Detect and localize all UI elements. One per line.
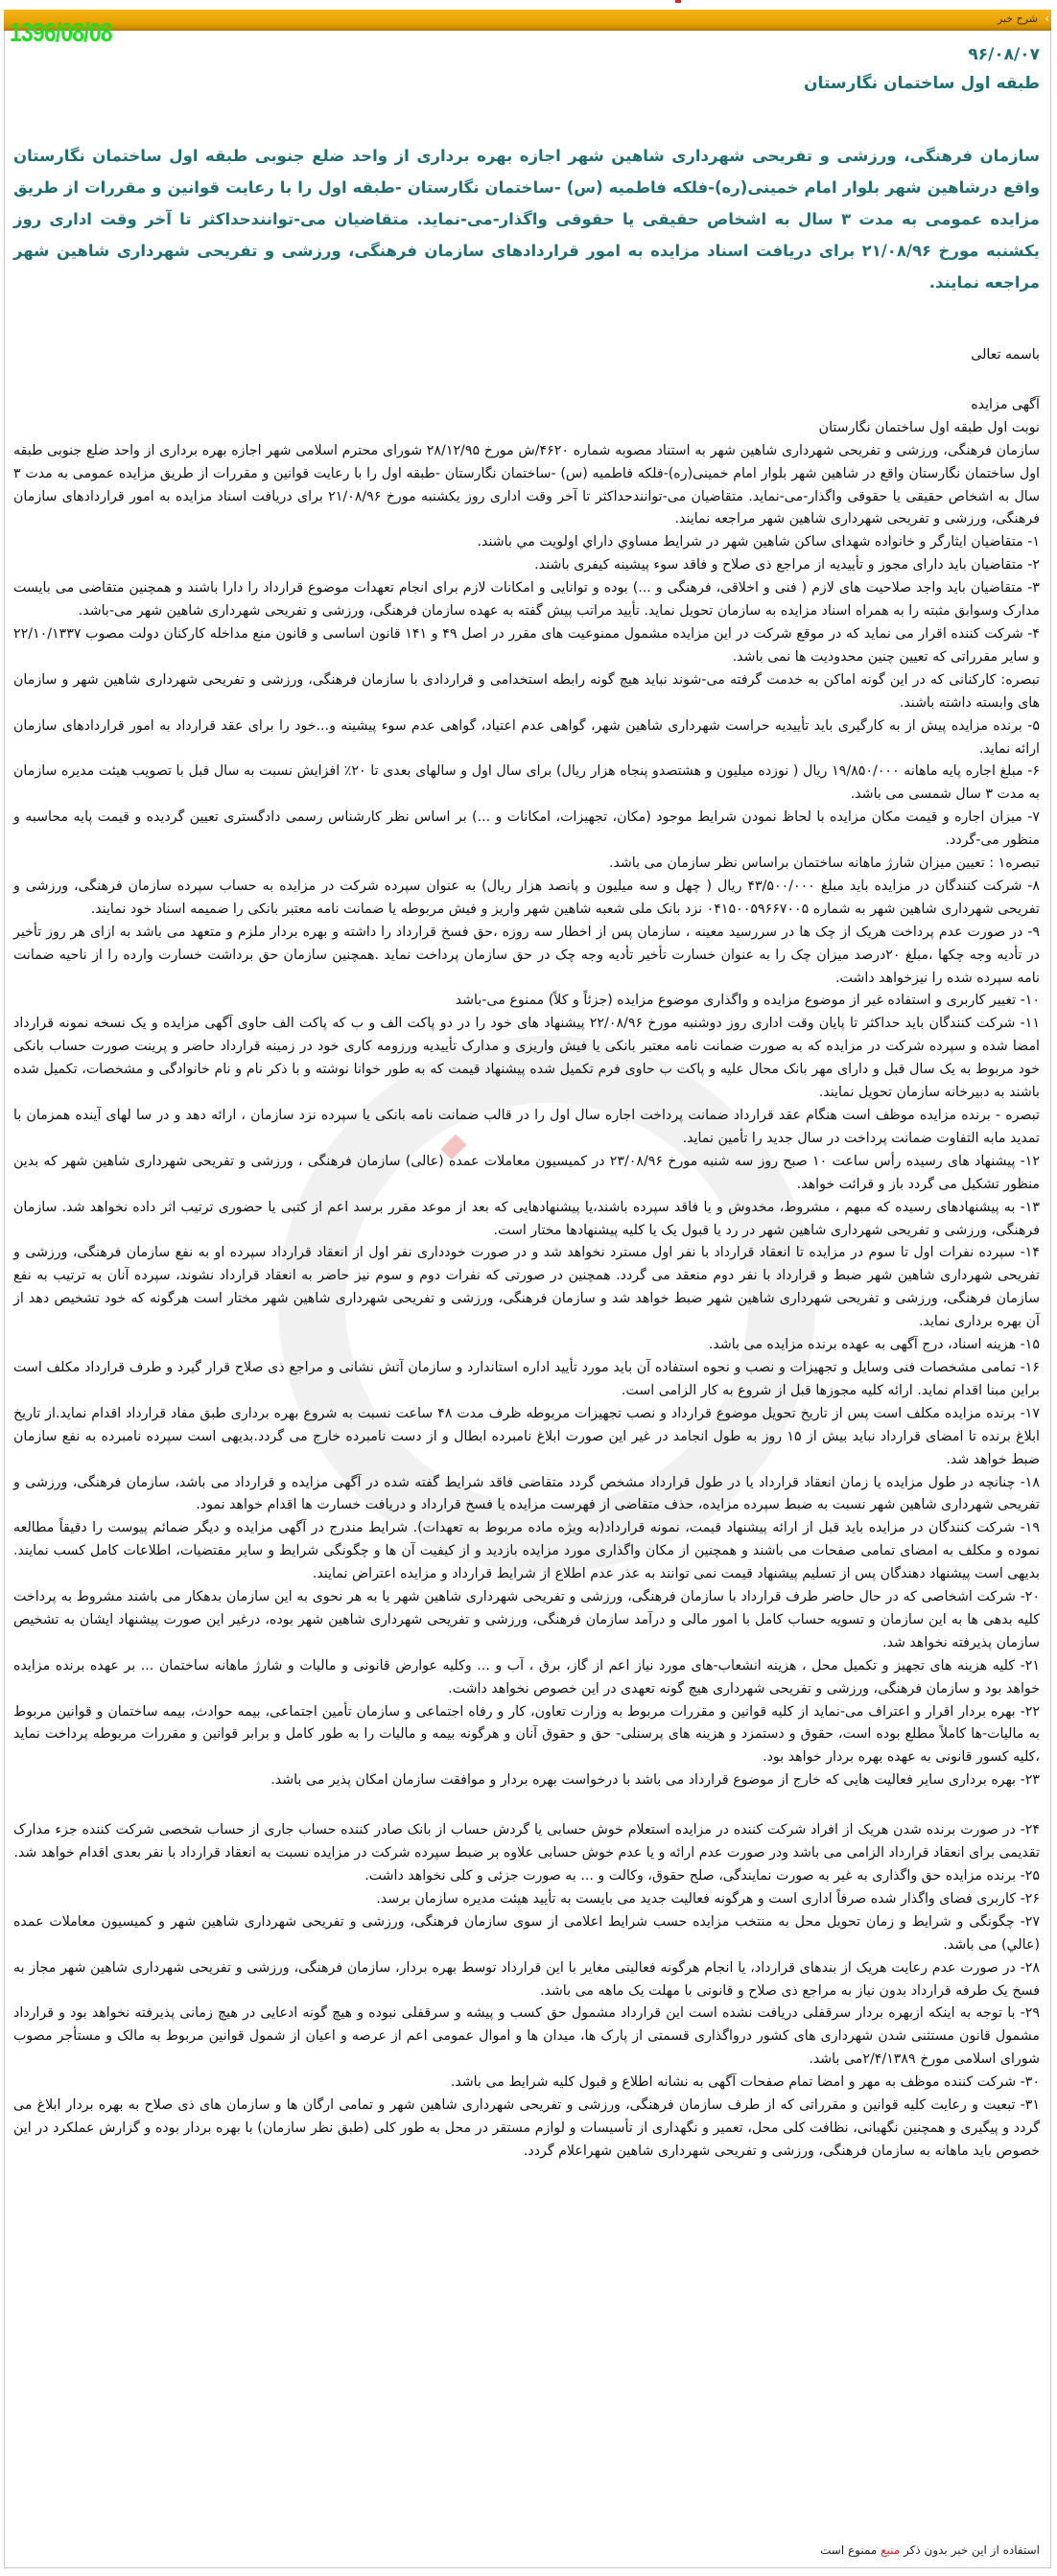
announcement-subheading: نوبت اول طبقه اول ساختمان نگارستان [818, 419, 1040, 435]
clause-paragraph: ۳- متقاضیان باید واجد صلاحیت های لازم ( فنی و اخلاقی، فرهنگی و ...) بوده و توانایی و امکانات لازم برای انجام تعهدات موضوع قرارداد را دارا باشند و همچنین متقاضی می بایست مدارک وسوابق مثبته را به همراه اسناد مزایده به سازمان تحویل نماید. تأیید مراتب پیش گفته به عهده سازمان فرهنگی، ورزشی و تفریحی شهرداری شاهین شهر می-باشد. [13, 580, 1040, 620]
clause-paragraph: ۳۰- شرکت کننده موظف به مهر و امضا تمام صفحات آگهی به نشانه اطلاع و قبول کلیه شرایط می باشد. [450, 2074, 1040, 2091]
news-content [13, 40, 1040, 2164]
clause-paragraph: تبصره۱ : تعیین میزان شارژ ماهانه ساختمان براساس نظر سازمان می باشد. [608, 855, 1040, 872]
clause-paragraph: ۵- برنده مزایده پیش از به کارگیری باید تأییدیه حراست شهرداری شاهین شهر، گواهی عدم اعتیاد، گواهی عدم سوء پیشینه و...خود را برای عقد قرارداد به امور قراردادهای سازمان ارائه نماید. [13, 717, 1040, 757]
clause-paragraph: ۲۲- بهره بردار اقرار و اعتراف می-نماید از کلیه قوانین و مقررات مربوط به وزارت تعاون، کار و رفاه اجتماعی و سازمان تأمین اجتماعی، بیمه حوادث، بیمه ساختمان و قوانین مربوط به مالیات-ها کاملاً مطلع بوده است، حقوق و دستمزد و هزینه های پرسنلی- حق و حقوق آنان و هرگونه بیمه و مالیات را به طور کامل و برابر قوانین و مقررات مربوطه پرداخت نماید ،کلیه کسور قانونی به عهده بهره بردار خواهد بود. [13, 1703, 1040, 1766]
source-notice [820, 2543, 1040, 2557]
clause-paragraph: ۱۵- هزینه اسناد، درج آگهی به عهده برنده مزایده می باشد. [708, 1337, 1040, 1353]
clause-paragraph: ۲۸- در صورت عدم رعایت هریک از بندهای قرارداد، یا انجام هرگونه فعالیتی مغایر با این قرارداد توسط بهره بردار، سازمان فرهنگی، ورزشی و تفریحی شهرداری شاهین شهر مجاز به فسخ یک طرفه قرارداد بدون نیاز به مراجع ذی صلاح و قانونی با مهلت یک ماهه می باشد. [13, 1959, 1040, 1999]
date-stamp: 1396/08/08 [10, 17, 112, 47]
clause-paragraph: ۲۹- با توجه به اینکه ازبهره بردار سرقفلی دریافت نشده است این قرارداد مشمول حق کسب و پیشه و سرقفلی نبوده و هیچ گونه ادعایی در هیچ زمانی پذیرفته نخواهد بود و قرارداد مشمول قانون مستثنی شدن شهرداری های کشور درواگذاری قسمتی از پارک ها، میدان ها و اموال عمومی اعم از عرصه و اعیان از شمول قوانین مربوط به مالک و مستأجر مصوب شورای اسلامی مورخ ۲/۴/۱۳۸۹می باشد. [13, 2005, 1040, 2068]
clause-paragraph: ۱۷- برنده مزایده مکلف است پس از تاریخ تحویل موضوع قرارداد و نصب تجهیزات مربوطه ظرف مدت ۴۸ ساعت نسبت به شروع بهره برداری طبق مفاد قرارداد اقدام نماید.از تاریخ ابلاغ برنده تا امضای قرارداد نباید بیش از ۱۵ روز به طول انجامد در غیر این صورت ابلاغ نامبرده ابطال و از دست نامبرده خارج می گردد.بدیهی است سپرده نامبرده به نفع سازمان ضبط خواهد شد. [13, 1405, 1040, 1467]
notice-text-end: ممنوع است [820, 2543, 881, 2557]
top-mark [675, 0, 681, 3]
notice-text: استفاده از این خبر بدون ذکر [900, 2543, 1040, 2557]
clause-paragraph: ۹- در صورت عدم پرداخت هریک از چک ها در سررسید معینه ، سازمان پس از اخطار سه روزه ،حق فسخ قرارداد را داشته و بهره بردار ملزم و متعهد می باشد به ازای هر روز تأخیر در تأدیه وجه چکها ،مبلغ ۲۰درصد میزان چک را به عنوان خسارت تأخیر تأدیه وجه چک در حق سازمان پرداخت نماید .همچنین سازمان حق برداشت خسارت وارده را از ناحیه ضمانت نامه سپرده شده را نیزخواهد داشت. [13, 924, 1040, 986]
clause-paragraph: تبصره - برنده مزایده موظف است هنگام عقد قرارداد ضمانت پرداخت اجاره سال اول را در قالب ضمانت نامه بانکی یا سپرده نزد سازمان ، ارائه دهد و در سا لهای آینده همزمان با تمدید مابه التفاوت ضمانت پرداخت در سال جدید را تأمین نماید. [13, 1108, 1040, 1146]
clause-paragraph: تبصره: کارکنانی که در این گونه اماکن به خدمت گرفته می-شوند نباید هیچ گونه رابطه استخدامی و قراردادی با سازمان فرهنگی، ورزشی و تفریحی شهرداری شاهین شهر و سازمان های وابسته داشته باشند. [13, 671, 1040, 711]
announcement-intro-paragraph: سازمان فرهنگی، ورزشی و تفریحی شهرداری شاهین شهر به استناد مصوبه شماره ۴۶۲۰/ش مورخ ۲۸/۱۲/۹۵ شورای محترم اسلامی شهر اجازه بهره برداری از واحد ضلع جنوبی طبقه اول ساختمان نگارستان واقع در شاهین شهر بلوار امام خمینی(ره)-فلکه فاطمیه (س) -ساختمان نگارستان -طبقه اول را با رعایت قوانین و مقررات از طریق مزایده عمومی به مدت ۳ سال به اشخاص حقیقی یا حقوقی واگذار-می-نماید. متقاضیان می-توانندحداکثر تا آخر وقت اداری روز یکشنبه مورخ ۲۱/۰۸/۹۶ برای دریافت اسناد مزایده به امور قراردادهای سازمان فرهنگی، ورزشی و تفریحی شهرداری شاهین شهر مراجعه نمایند. [13, 442, 1040, 527]
news-title: طبقه اول ساختمان نگارستان [804, 74, 1040, 93]
notice-source-word: منبع [881, 2543, 901, 2557]
chevron-icon: ‹ [1045, 12, 1049, 25]
clause-paragraph: ۲۵- برنده مزایده حق واگذاری به غیر به صورت نمایندگی، صلح حقوق، وکالت و ... به صورت جزئی و کلی نخواهد داشت. [364, 1868, 1040, 1884]
clause-paragraph: ۱۶- تمامی مشخصات فنی وسایل و تجهیزات و نصب و نحوه استفاده آن باید مورد تأیید اداره استاندارد و سازمان آتش نشانی و مراجع ذی صلاح قرار گیرد و طرف قرارداد مکلف است براین مبنا اقدام نماید. ارائه کلیه مجوزها قبل از شروع به کار الزامی است. [13, 1359, 1040, 1398]
salutation: باسمه تعالی [971, 347, 1040, 363]
clause-paragraph: ۲۳- بهره برداری سایر فعالیت هایی که خارج از موضوع قرارداد می باشد با درخواست بهره بردار و موافقت سازمان امکان پذیر می باشد. [270, 1772, 1040, 1789]
announcement-heading: آگهی مزایده [971, 396, 1040, 412]
news-date: ۹۶/۰۸/۰۷ [968, 45, 1040, 64]
clause-paragraph: ۱- متقاضیان ایثارگر و خانواده شهدای ساکن شاهین شهر در شرایط مساوي داراي اولويت مي باشند. [477, 534, 1040, 550]
clause-paragraph: ۲۱- کلیه هزینه های تجهیز و تکمیل محل ، هزینه انشعاب-های مورد نیاز اعم از گاز، برق ، آب و ... وکلیه عوارض قانونی و مالیات و شارژ ماهانه ساختمان ... بر عهده برنده مزایده خواهد بود و سازمان فرهنگی، ورزشی و تفریحی شهرداری هیچ گونه تعهدی در این خصوص نخواهد داشت. [13, 1657, 1040, 1697]
clause-paragraph: ۱۴- سپرده نفرات اول تا سوم در مزایده تا انعقاد قرارداد با نفر اول مسترد نخواهد شد و در صورت خودداری نفر اول از انعقاد قرارداد سپرده او به نفع سازمان فرهنگی، ورزشی و تفریحی شهرداری شاهین شهر ضبط و قرارداد با نفر دوم منعقد می گردد. همچنین در صورتی که نفرات دوم و سوم نیز حاضر به انعقاد قرارداد نشوند، سپرده آنان به ترتیب به نفع سازمان فرهنگی، ورزشی و تفریحی شهرداری شاهین شهر ضبط خواهد شد و سازمان فرهنگی، ورزشی و تفریحی شهرداری شاهین شهر مختار است هرگونه که خود تشخیص دهد از آن بهره برداری نماید. [13, 1245, 1040, 1330]
clause-paragraph: ۱۹- شرکت کنندگان در مزایده باید قبل از ارائه پیشنهاد قیمت، نمونه قرارداد(به ویژه ماده مربوط به تعهدات). شرایط مندرج در آگهی مزایده و دیگر ضمائم پیوست را دقیقاً مطالعه نموده و مکلف به امضای تمامی صفحات می باشند و همچنین از مکان واگذاری مورد مزایده بازدید و از کیفیت آن ها و چگونگی شرایط و سایر مقتضیات، اطلاعات کامل کسب نمایند. بدیهی است پیشنهاد دهندگان پس از تسلیم پیشنهاد قیمت نمی توانند به عذر عدم اطلاع از شرایط قرارداد و مزایده اعتراض نمایند. [13, 1520, 1040, 1582]
clause-paragraph: ۲۴- در صورت برنده شدن هریک از افراد شرکت کننده در مزایده استعلام خوش حسابی یا گردش حساب از بانک صادر کننده حساب جاری از حساب شخصی شرکت کننده جزء مدارک تقدیمی برای انعقاد قرارداد الزامی می باشد ودر صورت عدم ارائه و یا عدم خوش حسابی علاوه بر ضبط سپرده شرکت در مزایده نسبت به انعقاد قرارداد با نفر بعدی اقدام خواهد شد. [13, 1822, 1040, 1862]
clause-paragraph: ۱۲- پیشنهاد های رسیده رأس ساعت ۱۰ صبح روز سه شنبه مورخ ۲۳/۰۸/۹۶ در کمیسیون معاملات عمده (عالی) سازمان فرهنگی ، ورزشی و تفریحی شهرداری شاهین شهر که بدین منظور تشکیل می گردد باز و قرائت خواهد. [13, 1153, 1041, 1192]
clause-paragraph: ۶- مبلغ اجاره پایه ماهانه ۱۹/۸۵۰/۰۰۰ ریال ( نوزده میلیون و هشتصدو پنجاه هزار ریال) برای سال اول و سالهای بعدی تا ۲۰٪ افزایش نسبت به سال قبل با تصویب هیئت مدیره سازمان به مدت ۳ سال شمسی می باشد. [13, 763, 1040, 803]
clause-paragraph: ۷- میزان اجاره و قیمت مکان مزایده با لحاظ نمودن شرایط موجود (مکان، تجهیزات، امکانات و ...) بر اساس نظر کارشناس رسمی دادگستری تعیین گردیده و قیمت پایه محاسبه و منظور می-گردد. [13, 809, 1040, 849]
section-label: شرح خبر [997, 12, 1038, 25]
clause-paragraph: ۸- شرکت کنندگان در مزایده باید مبلغ ۴۳/۵۰۰/۰۰۰ ریال ( چهل و سه میلیون و پانصد هزار ریال) به عنوان سپرده شرکت در مزایده به حساب سپرده سازمان فرهنگی، ورزشی و تفریحی شهرداری شاهین شهر به شماره ۰۴۱۵۰۰۵۹۶۶۷۰۰۵ نزد بانک ملی شعبه شاهین شهر واریز و فیش مربوطه یا ضمانت نامه معتبر بانکی را ضمیمه اسناد خود نمایند. [13, 878, 1041, 917]
clause-paragraph: ۲۷- چگونگی و شرایط و زمان تحویل محل به منتخب مزایده حسب شرایط اعلامی از سوی سازمان فرهنگی، ورزشی و تفریحی شهرداری شاهین شهر و کمیسیون معاملات عمده (عالي) می باشد. [13, 1913, 1040, 1953]
clause-paragraph: ۱۰- تغییر کاربری و استفاده غیر از موضوع مزایده و واگذاری موضوع مزایده (جزئاً و کلاً) ممنوع می-باشد [455, 993, 1040, 1009]
clause-paragraph: ۱۸- چنانچه در طول مزایده یا زمان انعقاد قرارداد یا در طول قرارداد مشخص گردد متقاضی فاقد شرایط گفته شده در آگهی مزایده و قرارداد می باشد، سازمان فرهنگی، ورزشی و تفریحی شهرداری شاهین شهر نسبت به ضبط سپرده مزایده، حذف متقاضی از فهرست مزایده یا فسخ قرارداد و دریافت خسارت ها اقدام خواهد نمود. [13, 1474, 1040, 1513]
clause-paragraph: ۲۰- شرکت اشخاصی که در حال حاضر طرف قرارداد با سازمان فرهنگی، ورزشی و تفریحی شهرداری شاهین شهر یا به هر نحوی به این سازمان بدهکار می باشند مشروط به پرداخت کلیه بدهی ها به این سازمان و تسویه حساب کامل با امور مالی و درآمد سازمان فرهنگی، ورزشی و تفریحی شهرداری شاهین شهر بوده، درغیر این صورت پیشنهاد ایشان به تشخیص سازمان پذیرفته نخواهد شد. [13, 1589, 1040, 1651]
clause-paragraph: ۳۱- تبعیت و رعایت کلیه قوانین و مقرراتی که از طرف سازمان فرهنگی، ورزشی و تفریحی شهرداری شاهین شهر و تمامی ارگان ها و سازمان های ذی صلاح به بهره بردار ابلاغ می گردد و پیگیری و همچنین نگهبانی، نظافت کلی محل، تعمیر و نگهداری از تأسیسات و لوازم مستقر در محل به طور کلی (طبق نظر سازمان) با بهره بردار بوده و گزارش عملکرد در این خصوص باید ماهانه به سازمان فرهنگی، ورزشی و تفریحی شهرداری شاهین شهراعلام گردد. [13, 2097, 1040, 2159]
clause-paragraph: ۲۶- کاربری فضای واگذار شده صرفاً اداری است و هرگونه فعالیت جدید می بایست به تأیید هیئت مدیره سازمان برسد. [376, 1890, 1040, 1907]
clause-paragraph: ۱۳- به پیشنهادهای رسیده که مبهم ، مشروط، مخدوش و یا فاقد سپرده باشند،یا پیشنهادهایی که بعد از موعد مقرر برسد اعم از کتبی یا حضوری ترتیب اثر داده نخواهد شد. سازمان فرهنگی، ورزشی و تفریحی شهرداری شاهین شهر در رد یا قبول یک یا کلیه پیشنهادها مختار است. [13, 1199, 1040, 1238]
section-header-bar [4, 10, 1051, 31]
clause-paragraph: ۱۱- شرکت کنندگان باید حداکثر تا پایان وقت اداری روز دوشنبه مورخ ۲۲/۰۸/۹۶ پیشنهاد های خود را در دو پاکت الف و ب که پاکت الف حاوی آگهی مزایده و یک نسخه نمونه قرارداد امضا شده و سپرده شرکت در مزایده که به صورت ضمانت نامه معتبر بانکی یا فیش واریزی و مدارک تأییدیه ورزومه کاری خود در زمینه قرارداد حاضر و پرینت صورت حساب بانکی خود مربوط به یک سال قبل و دارای مهر بانک محال علیه و پاکت ب حاوی فرم تکمیل شده پیشنهاد قیمت که به طور خوانا نوشته و با ذکر نام و نام خانوادگی و مشخصات، تکمیل شده باشند به دبیرخانه سازمان تحویل نمایند. [13, 1016, 1041, 1101]
clause-paragraph: ۴- شرکت کننده اقرار می نماید که در موقع شرکت در این مزایده مشمول ممنوعیت های مقرر در اصل ۴۹ و ۱۴۱ قانون اساسی و قانون منع مداخله کارکنان دولت مصوب ۲۲/۱۰/۱۳۳۷ و سایر مقرراتی که تعیین چنین محدودیت ها نمی باشد. [13, 625, 1040, 665]
clause-paragraph: ۲- متقاضیان باید دارای مجوز و تأییدیه از مراجع ذی صلاح و فاقد سوء پیشینه کیفری باشند. [534, 557, 1040, 574]
announcement-body [13, 344, 1040, 2164]
top-strip [0, 0, 1057, 8]
news-intro: سازمان فرهنگی، ورزشی و تفریحی شهرداری شاهین شهر اجازه بهره برداری از واحد ضلع جنوبی طبقه اول ساختمان نگارستان واقع درشاهین شهر بلوار امام خمینی(ره)-فلکه فاطمیه (س) -ساختمان نگارستان -طبقه اول را با رعایت قوانین و مقررات از طریق مزایده عمومی به مدت ۳ سال به اشخاص حقیقی یا حقوقی واگذار-می-نماید. متقاضیان می-توانندحداکثر تا آخر وقت اداری روز یکشنبه مورخ ۲۱/۰۸/۹۶ برای دریافت اسناد مزایده به امور قراردادهای سازمان فرهنگی، ورزشی و تفریحی شهرداری شاهین شهر مراجعه نمایند. [13, 147, 1041, 292]
